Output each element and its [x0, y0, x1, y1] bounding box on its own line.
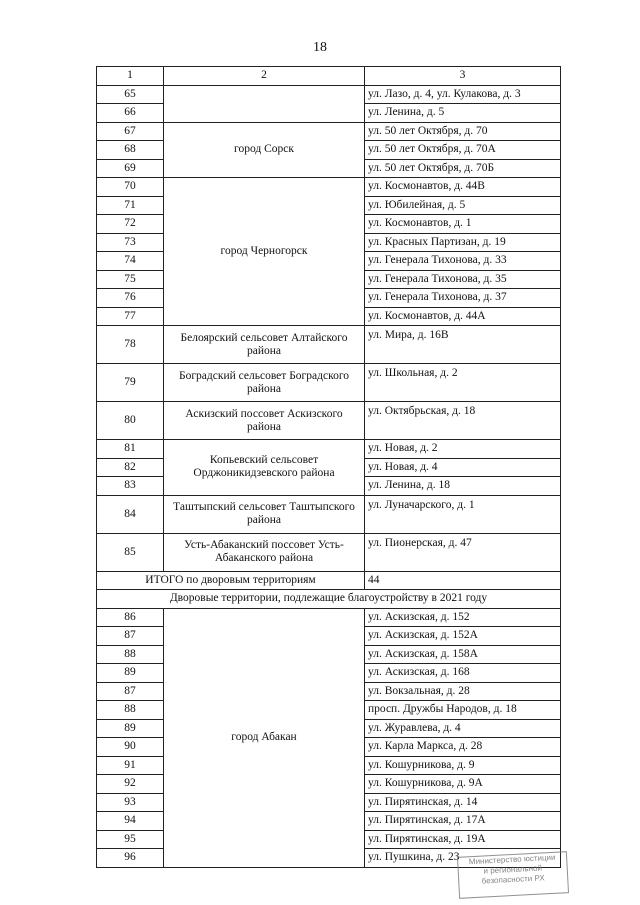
row-address: ул. Космонавтов, д. 44В	[365, 178, 561, 197]
row-address: ул. Юбилейная, д. 5	[365, 196, 561, 215]
row-address: ул. Ленина, д. 5	[365, 104, 561, 123]
place-askizsky: Аскизский поссовет Аскизского района	[164, 402, 365, 440]
row-number: 78	[97, 326, 164, 364]
row-address: ул. Аскизская, д. 152А	[365, 627, 561, 646]
row-number: 68	[97, 141, 164, 160]
row-address: ул. Красных Партизан, д. 19	[365, 233, 561, 252]
total-row	[97, 571, 561, 590]
row-number: 87	[97, 627, 164, 646]
total-label: ИТОГО по дворовым территориям	[97, 571, 365, 590]
row-number: 92	[97, 775, 164, 794]
row-number: 85	[97, 533, 164, 571]
place-chernogorsk: город Черногорск	[164, 178, 365, 326]
row-number: 91	[97, 756, 164, 775]
row-address: ул. Генерала Тихонова, д. 37	[365, 289, 561, 308]
row-address: ул. Генерала Тихонова, д. 33	[365, 252, 561, 271]
place-beloyarsky: Белоярский сельсовет Алтайского района	[164, 326, 365, 364]
row-address: ул. Новая, д. 2	[365, 440, 561, 459]
row-address: ул. Пирятинская, д. 17А	[365, 812, 561, 831]
row-address: ул. Кошурникова, д. 9А	[365, 775, 561, 794]
row-address: ул. Новая, д. 4	[365, 458, 561, 477]
row-address: ул. Пушкина, д. 23	[365, 849, 561, 868]
table-row	[97, 85, 561, 104]
row-number: 71	[97, 196, 164, 215]
row-number: 95	[97, 830, 164, 849]
row-address: ул. Аскизская, д. 168	[365, 664, 561, 683]
yard-territories-table	[96, 66, 561, 868]
row-number: 67	[97, 122, 164, 141]
row-address: ул. Пирятинская, д. 19А	[365, 830, 561, 849]
header-col-2: 2	[164, 67, 365, 86]
section-2021-title: Дворовые территории, подлежащие благоустройству в 2021 году	[97, 590, 561, 609]
place-abakan: город Абакан	[164, 608, 365, 867]
row-number: 87	[97, 682, 164, 701]
table-row	[97, 495, 561, 533]
stamp-line: Министерство юстиции	[468, 852, 556, 867]
header-col-3: 3	[365, 67, 561, 86]
row-number: 96	[97, 849, 164, 868]
row-number: 93	[97, 793, 164, 812]
table-row	[97, 178, 561, 197]
row-address: ул. Журавлева, д. 4	[365, 719, 561, 738]
row-address: ул. 50 лет Октября, д. 70	[365, 122, 561, 141]
row-number: 88	[97, 645, 164, 664]
row-address: ул. Карла Маркса, д. 28	[365, 738, 561, 757]
place-bogradsky: Боградский сельсовет Боградского района	[164, 364, 365, 402]
table-row	[97, 608, 561, 627]
row-address: ул. Пионерская, д. 47	[365, 533, 561, 571]
table-row	[97, 440, 561, 459]
row-number: 77	[97, 307, 164, 326]
total-value: 44	[365, 571, 561, 590]
row-number: 88	[97, 701, 164, 720]
place-cell-empty	[164, 85, 365, 122]
row-number: 75	[97, 270, 164, 289]
row-number: 86	[97, 608, 164, 627]
row-address: ул. 50 лет Октября, д. 70Б	[365, 159, 561, 178]
row-number: 89	[97, 719, 164, 738]
row-address: ул. Вокзальная, д. 28	[365, 682, 561, 701]
row-address: ул. Мира, д. 16В	[365, 326, 561, 364]
row-number: 84	[97, 495, 164, 533]
row-number: 66	[97, 104, 164, 123]
row-address: ул. Аскизская, д. 152	[365, 608, 561, 627]
row-address: ул. Аскизская, д. 158А	[365, 645, 561, 664]
row-address: ул. Школьная, д. 2	[365, 364, 561, 402]
row-number: 83	[97, 477, 164, 496]
row-address: ул. Кошурникова, д. 9	[365, 756, 561, 775]
row-address: ул. Луначарского, д. 1	[365, 495, 561, 533]
table-row	[97, 533, 561, 571]
page-number: 18	[313, 40, 327, 55]
row-number: 90	[97, 738, 164, 757]
row-address: ул. Генерала Тихонова, д. 35	[365, 270, 561, 289]
row-number: 65	[97, 85, 164, 104]
row-number: 89	[97, 664, 164, 683]
row-address: ул. Космонавтов, д. 44А	[365, 307, 561, 326]
row-address: ул. 50 лет Октября, д. 70А	[365, 141, 561, 160]
row-address: ул. Лазо, д. 4, ул. Кулакова, д. 3	[365, 85, 561, 104]
row-number: 70	[97, 178, 164, 197]
table-row	[97, 122, 561, 141]
header-col-1: 1	[97, 67, 164, 86]
row-address: просп. Дружбы Народов, д. 18	[365, 701, 561, 720]
table-row	[97, 364, 561, 402]
place-ust-abakansky: Усть-Абаканский поссовет Усть-Абаканского района	[164, 533, 365, 571]
section-row	[97, 590, 561, 609]
header-row	[97, 67, 561, 86]
place-kopyevsky: Копьевский сельсовет Орджоникидзевского района	[164, 440, 365, 496]
row-number: 81	[97, 440, 164, 459]
row-address: ул. Космонавтов, д. 1	[365, 215, 561, 234]
row-address: ул. Пирятинская, д. 14	[365, 793, 561, 812]
row-address: ул. Ленина, д. 18	[365, 477, 561, 496]
table-row	[97, 326, 561, 364]
row-number: 73	[97, 233, 164, 252]
row-number: 74	[97, 252, 164, 271]
stamp-line: и региональной	[483, 863, 543, 876]
row-number: 79	[97, 364, 164, 402]
place-tashtypsky: Таштыпский сельсовет Таштыпского района	[164, 495, 365, 533]
row-number: 94	[97, 812, 164, 831]
row-number: 69	[97, 159, 164, 178]
row-number: 76	[97, 289, 164, 308]
row-number: 72	[97, 215, 164, 234]
registration-stamp	[457, 851, 569, 899]
table-row	[97, 402, 561, 440]
row-address: ул. Октябрьская, д. 18	[365, 402, 561, 440]
row-number: 80	[97, 402, 164, 440]
stamp-line: безопасности РХ	[481, 873, 545, 886]
row-number: 82	[97, 458, 164, 477]
place-sorsk: город Сорск	[164, 122, 365, 178]
